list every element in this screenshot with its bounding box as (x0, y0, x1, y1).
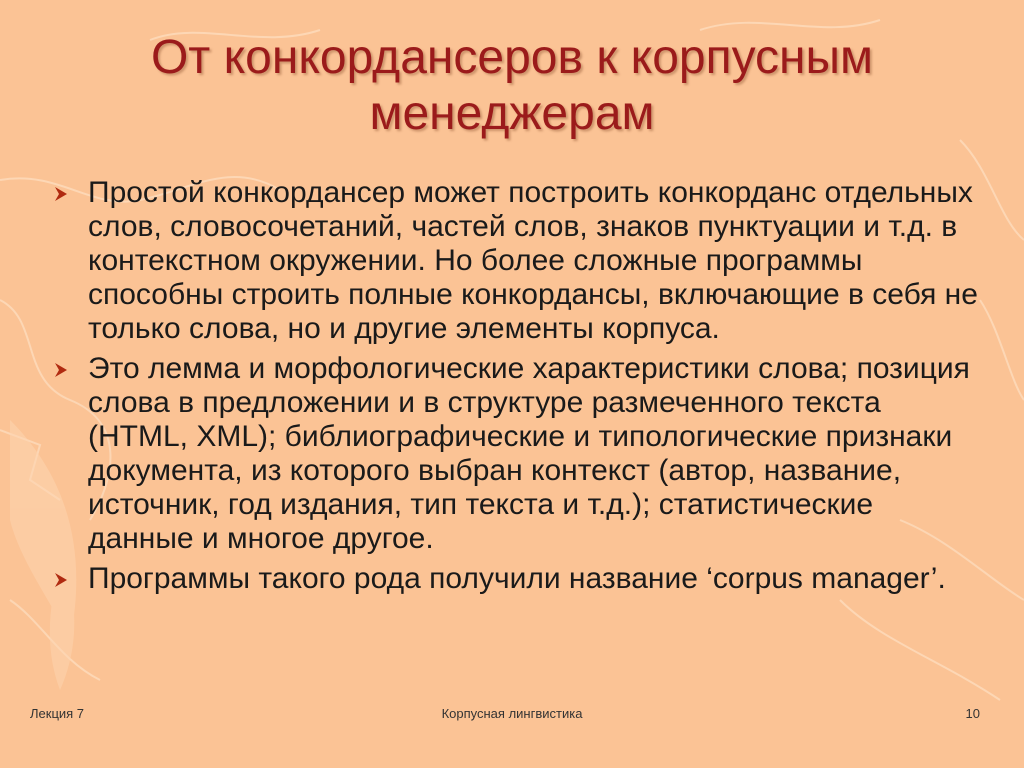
footer-lecture-label: Лекция 7 (30, 706, 85, 721)
slide-title (30, 30, 994, 142)
bullet-list (48, 176, 978, 602)
title-line-1: От конкордансеров к корпусным (150, 31, 874, 84)
bullet-item (48, 176, 978, 346)
arrow-bullet-icon (52, 185, 70, 203)
title-line-2: менеджерам (369, 87, 655, 140)
bullet-item (48, 562, 978, 596)
footer-page-number: 10 (965, 706, 980, 721)
bullet-text: Простой конкордансер может построить конкорданс отдельных слов, словосочетаний, частей слов, знаков пунктуации и т.д. в контекстном окружении. Но более сложные программы способны строить полные конкордансы, включающие в себя не только слова, но и другие элементы корпуса. (88, 176, 978, 345)
bullet-text: Программы такого рода получили название ‘corpus manager’. (88, 562, 946, 595)
bullet-item (48, 352, 978, 556)
arrow-bullet-icon (52, 571, 70, 589)
footer-course-title: Корпусная лингвистика (441, 706, 583, 721)
arrow-bullet-icon (52, 361, 70, 379)
bullet-text: Это лемма и морфологические характеристики слова; позиция слова в предложении и в структуре размеченного текста (HTML, XML); библиографические и типологические признаки документа, из которого выбран контекст (автор, название, источник, год издания, тип текста и т.д.); статистические данные и многое другое. (88, 352, 970, 555)
